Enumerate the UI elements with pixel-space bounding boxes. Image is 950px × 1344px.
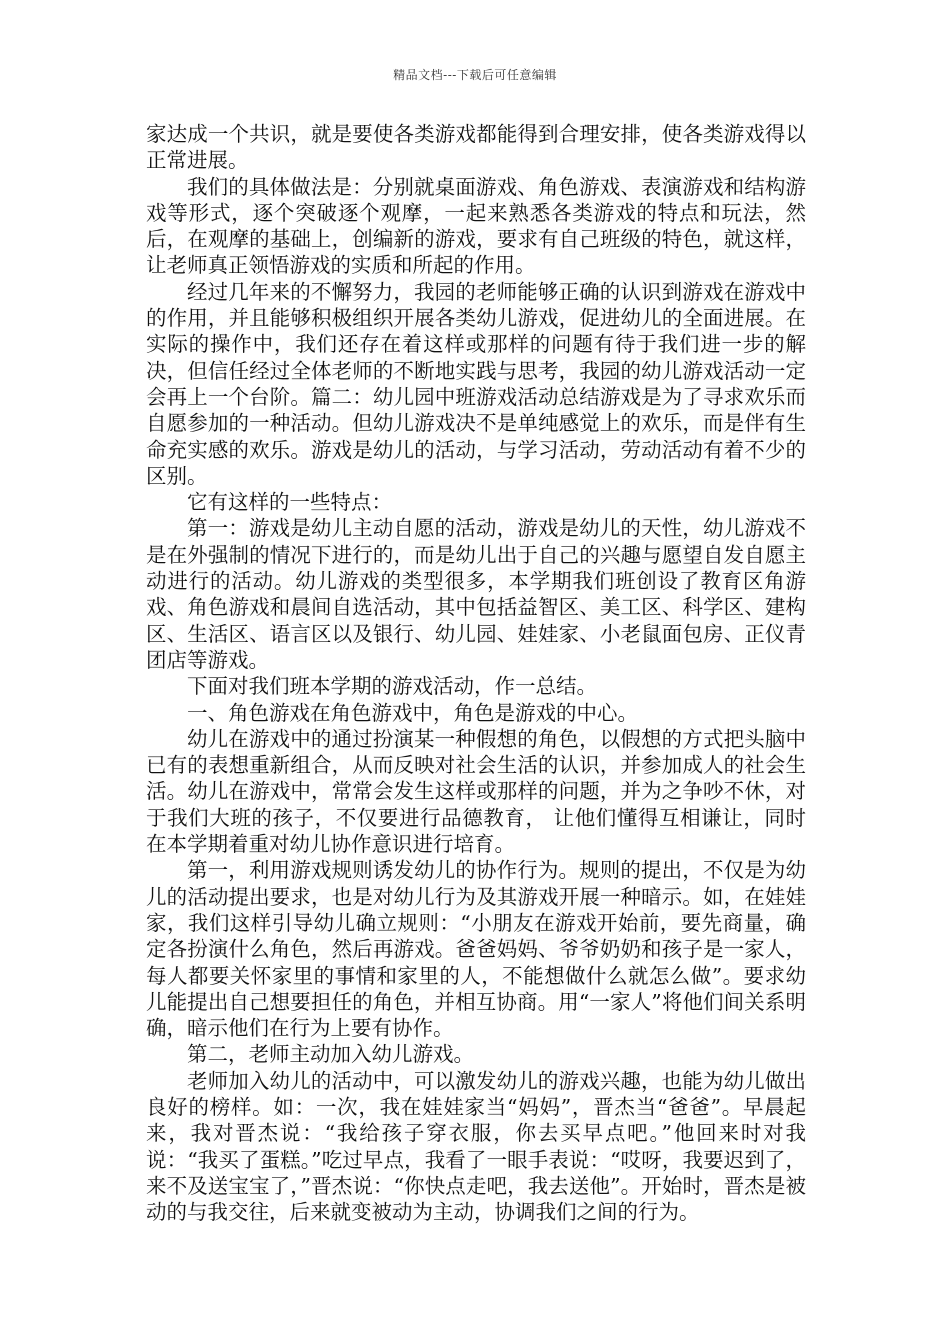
page-header-note: 精品文档---下载后可任意编辑 bbox=[393, 68, 557, 82]
paragraph: 我们的具体做法是：分别就桌面游戏、角色游戏、表演游戏和结构游戏等形式，逐个突破逐个观摩，一起来熟悉各类游戏的特点和玩法，然后，在观摩的基础上，创编新的游戏，要求有自己班级的特色，就这样，让老师真正领悟游戏的实质和所起的作用。 bbox=[146, 174, 806, 278]
paragraph: 幼儿在游戏中的通过扮演某一种假想的角色，以假想的方式把头脑中已有的表想重新组合，从而反映对社会生活的认识，并参加成人的社会生活。幼儿在游戏中，常常会发生这样或那样的问题，并为之争吵不休，对于我们大班的孩子，不仅要进行品德教育， 让他们懂得互相谦让，同时在本学期着重对幼儿协作意识进行培育。 bbox=[146, 726, 806, 857]
paragraph: 家达成一个共识，就是要使各类游戏都能得到合理安排，使各类游戏得以正常进展。 bbox=[146, 122, 806, 173]
paragraph: 它有这样的一些特点： bbox=[187, 490, 392, 515]
paragraph: 第一，利用游戏规则诱发幼儿的协作行为。规则的提出，不仅是为幼儿的活动提出要求，也是对幼儿行为及其游戏开展一种暗示。如，在娃娃家，我们这样引导幼儿确立规则：“小朋友在游戏开始前，要先商量，确定各扮演什么角色，然后再游戏。爸爸妈妈、爷爷奶奶和孩子是一家人，每人都要关怀家里的事情和家里的人，不能想做什么就怎么做”。要求幼儿能提出自己想要担任的角色，并相互协商。用“一家人”将他们间关系明确，暗示他们在行为上要有协作。 bbox=[146, 858, 806, 1041]
paragraph: 老师加入幼儿的活动中，可以激发幼儿的游戏兴趣，也能为幼儿做出良好的榜样。如：一次，我在娃娃家当“妈妈”，晋杰当“爸爸”。早晨起来，我对晋杰说：“我给孩子穿衣服，你去买早点吧。”他回来时对我说：“我买了蛋糕。”吃过早点，我看了一眼手表说：“哎呀，我要迟到了，来不及送宝宝了，”晋杰说：“你快点走吧，我去送他”。开始时，晋杰是被动的与我交往，后来就变被动为主动，协调我们之间的行为。 bbox=[146, 1068, 806, 1225]
paragraph: 下面对我们班本学期的游戏活动，作一总结。 bbox=[187, 674, 597, 699]
document-body bbox=[146, 121, 806, 1225]
paragraph: 第二，老师主动加入幼儿游戏。 bbox=[187, 1042, 474, 1067]
paragraph: 一、角色游戏在角色游戏中，角色是游戏的中心。 bbox=[187, 700, 638, 725]
paragraph: 经过几年来的不懈努力，我园的老师能够正确的认识到游戏在游戏中的作用，并且能够积极组织开展各类幼儿游戏，促进幼儿的全面进展。在实际的操作中，我们还存在着这样或那样的问题有待于我们进一步的解决，但信任经过全体老师的不断地实践与思考，我园的幼儿游戏活动一定会再上一个台阶。篇二：幼儿园中班游戏活动总结游戏是为了寻求欢乐而自愿参加的一种活动。但幼儿游戏决不是单纯感觉上的欢乐，而是伴有生命充实感的欢乐。游戏是幼儿的活动，与学习活动，劳动活动有着不少的区别。 bbox=[146, 279, 806, 488]
paragraph: 第一：游戏是幼儿主动自愿的活动，游戏是幼儿的天性，幼儿游戏不是在外强制的情况下进行的，而是幼儿出于自己的兴趣与愿望自发自愿主动进行的活动。幼儿游戏的类型很多，本学期我们班创设了教育区角游戏、角色游戏和晨间自选活动，其中包括益智区、美工区、科学区、建构区、生活区、语言区以及银行、幼儿园、娃娃家、小老鼠面包房、正仪青团店等游戏。 bbox=[146, 516, 806, 672]
